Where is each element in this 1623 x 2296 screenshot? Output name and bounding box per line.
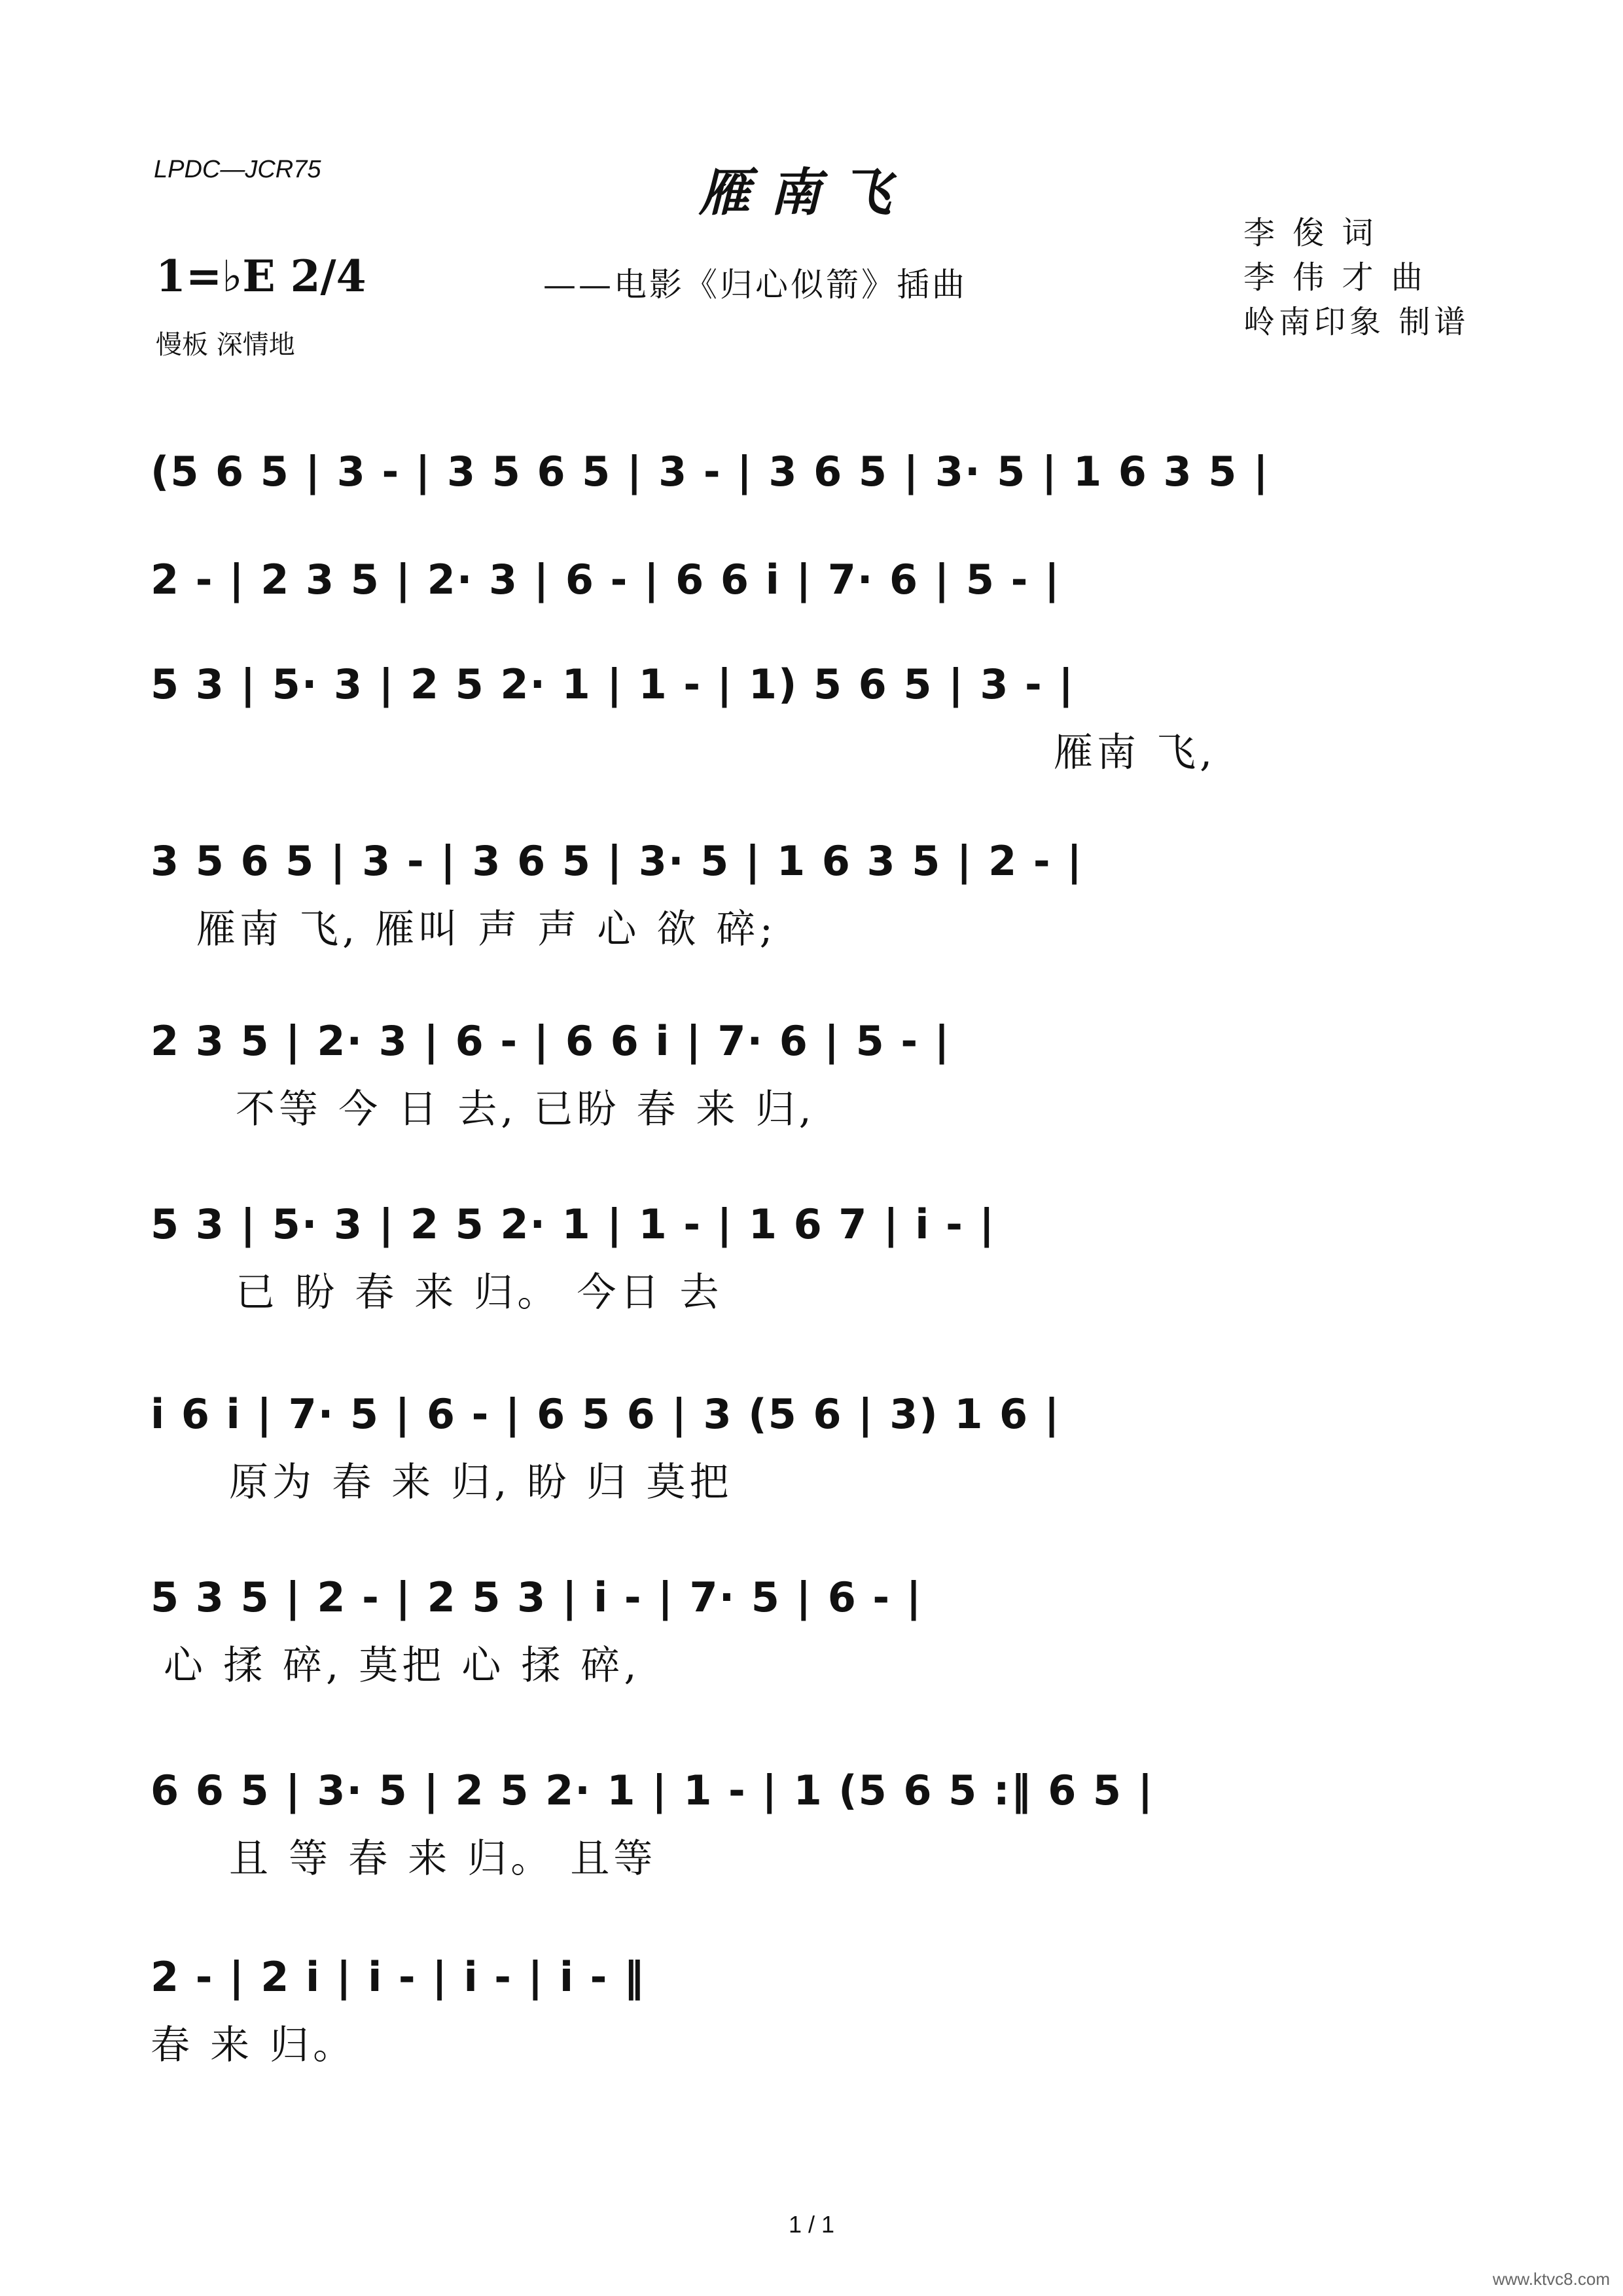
song-subtitle: ——电影《归心似箭》插曲 [543,266,967,304]
score-line-8 [151,1564,1472,1695]
lyrics: 雁南 飞, [1054,730,1217,776]
watermark: www.ktvc8.com [1492,2269,1610,2289]
notes: (5 6 5 | 3 - | 3 5 6 5 | 3 - | 3 6 5 | 3· 5 | 1 6 3 5 | [151,447,1270,495]
notes: 2 - | 2 i | i - | i - | i - ‖ [151,1952,645,2001]
notes: 5 3 5 | 2 - | 2 5 3 | i - | 7· 5 | 6 - | [151,1573,923,1621]
page-number: 1 / 1 [788,2211,835,2238]
lyrics: 原为 春 来 归, 盼 归 莫把 [229,1460,733,1505]
score-code: LPDC—JCR75 [154,156,321,183]
composer: 李 伟 才 曲 [1243,259,1427,296]
score-line-10 [151,1944,1067,2075]
notes: 3 5 6 5 | 3 - | 3 6 5 | 3· 5 | 1 6 3 5 | 2 - | [151,836,1083,885]
arranger: 岭南印象 制谱 [1243,304,1470,340]
notes: 2 - | 2 3 5 | 2· 3 | 6 - | 6 6 i | 7· 6 | 5 - | [151,555,1061,603]
notes: 2 3 5 | 2· 3 | 6 - | 6 6 i | 7· 6 | 5 - | [151,1016,951,1065]
lyrics: 不等 今 日 去, 已盼 春 来 归, [236,1086,815,1132]
score-line-7 [151,1381,1472,1512]
lyrics: 春 来 归。 [151,2022,357,2068]
score-line-3 [151,651,1472,782]
score-line-4 [151,828,1472,959]
lyrics: 已 盼 春 来 归。 今日 去 [236,1270,723,1316]
notes: i 6 i | 7· 5 | 6 - | 6 5 6 | 3 (5 6 | 3) 1 6 | [151,1390,1061,1438]
lyrics: 雁南 飞, 雁叫 声 声 心 欲 碎; [196,906,777,952]
credits [1243,211,1469,344]
lyrics: 心 揉 碎, 莫把 心 揉 碎, [164,1643,641,1689]
notes: 6 6 5 | 3· 5 | 2 5 2· 1 | 1 - | 1 (5 6 5 :‖ 6 5 | [151,1766,1154,1814]
tempo-marking: 慢板 深情地 [156,330,295,360]
lyricist: 李 俊 词 [1243,215,1378,251]
score-line-9 [151,1757,1472,1888]
score-line-5 [151,1008,1472,1139]
notes: 5 3 | 5· 3 | 2 5 2· 1 | 1 - | 1) 5 6 5 | 3 - | [151,660,1075,708]
key-signature: 1=♭E 2/4 [156,251,366,302]
score-line-6 [151,1191,1472,1322]
lyrics: 且 等 春 来 归。 且等 [229,1836,657,1882]
notes: 5 3 | 5· 3 | 2 5 2· 1 | 1 - | 1 6 7 | i - | [151,1200,996,1248]
song-title: 雁南飞 [698,163,911,223]
